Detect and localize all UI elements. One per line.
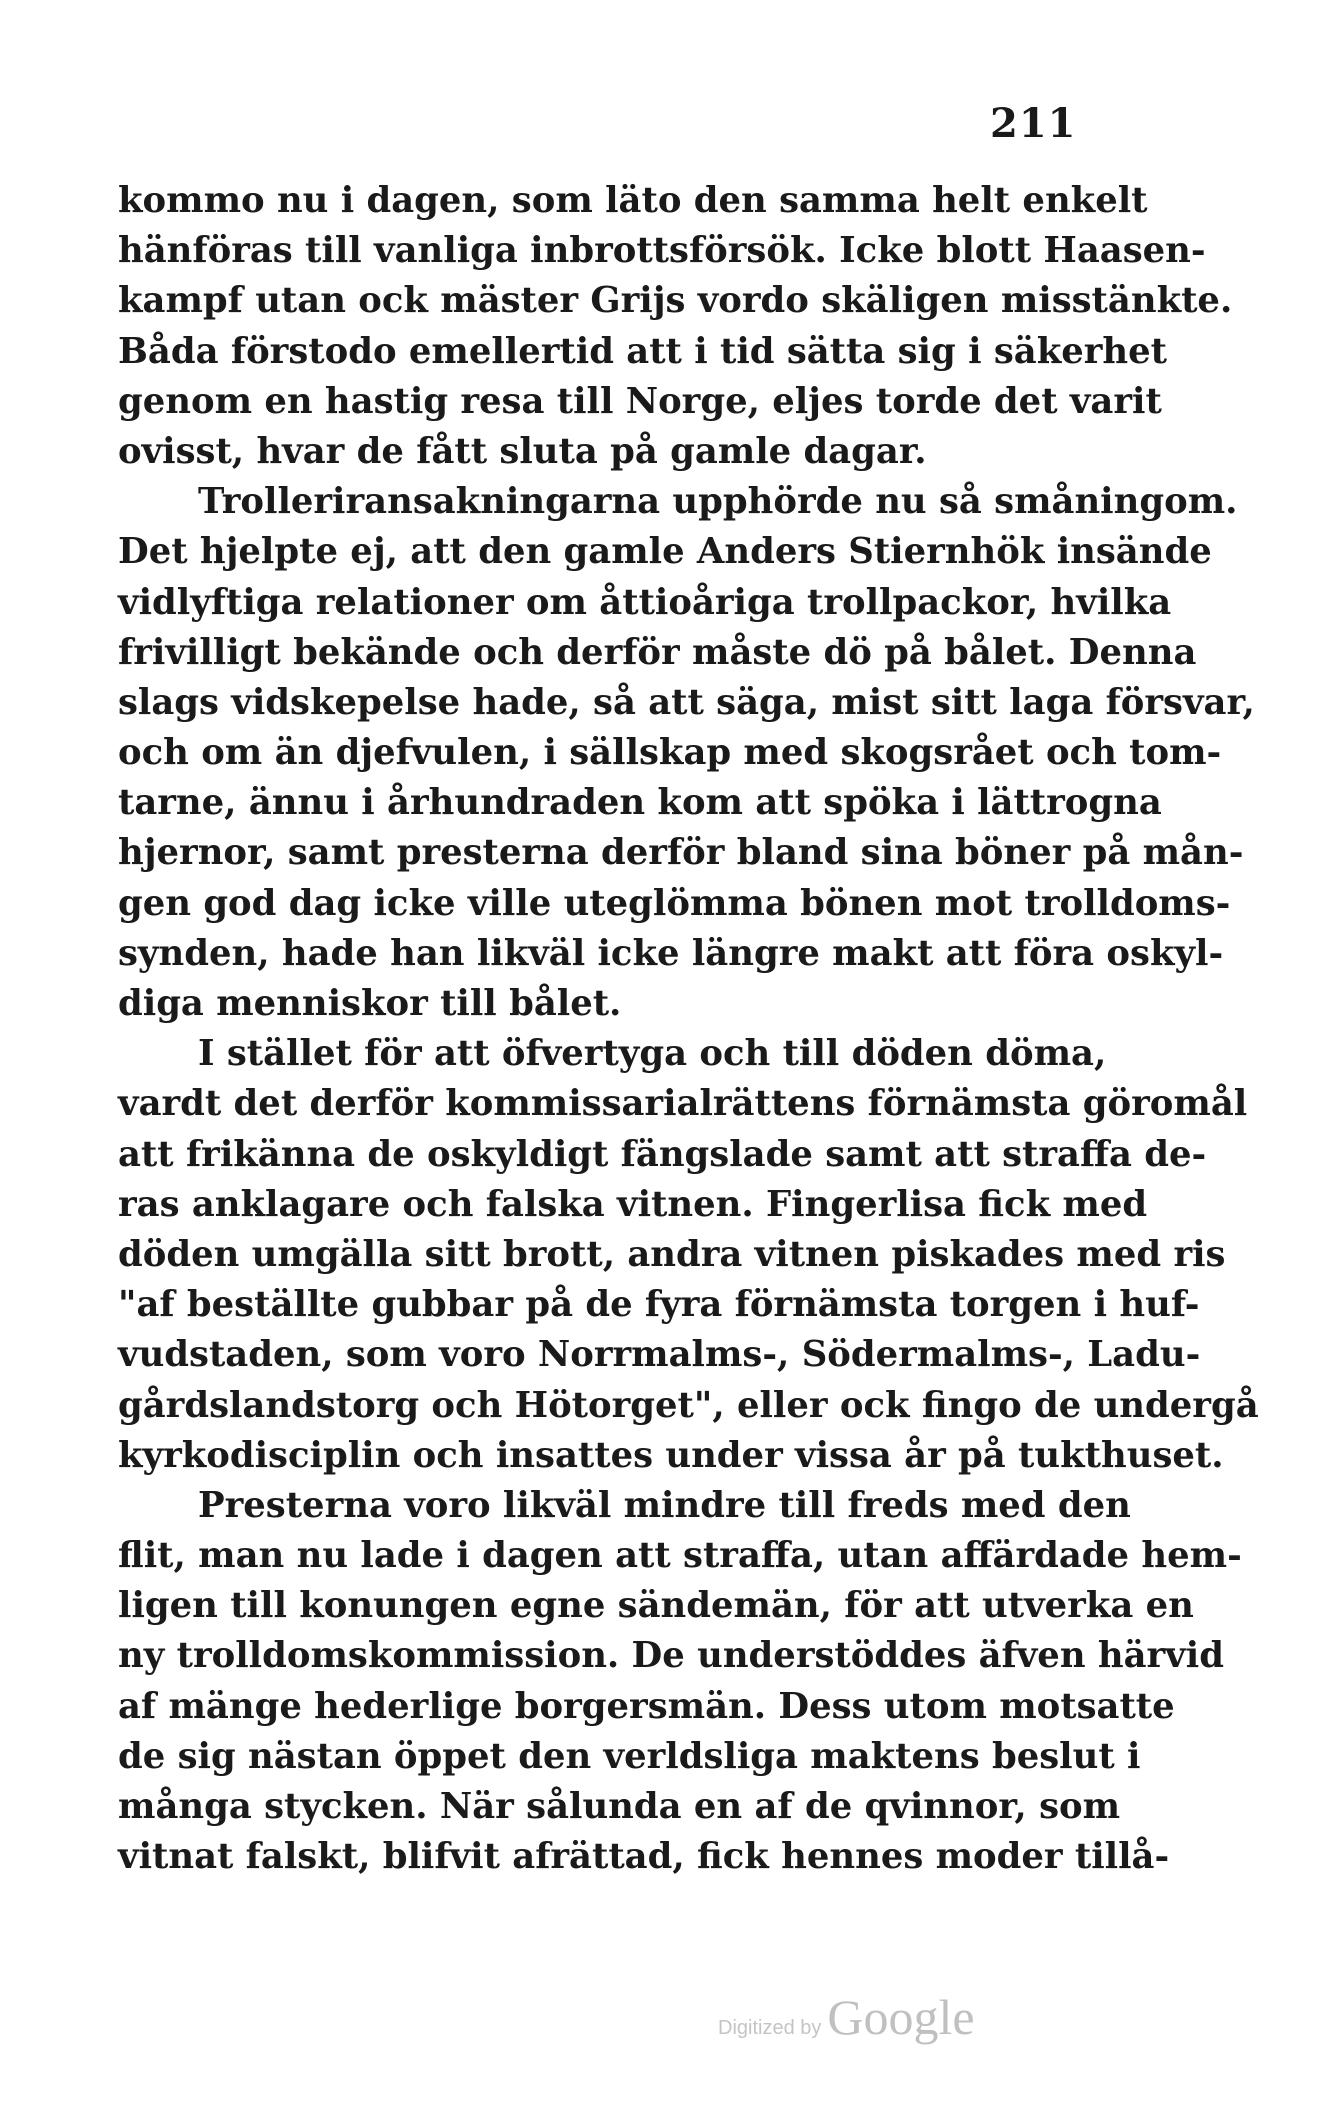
text-line: kommo nu i dagen, som läto den samma helt enkelt — [118, 180, 1148, 221]
text-line: döden umgälla sitt brott, andra vitnen piskades med ris — [118, 1233, 1226, 1275]
text-line: kampf utan ock mäster Grijs vordo skäligen misstänkte. — [118, 280, 1233, 322]
text-line: och om än djefvulen, i sällskap med skogsrået och tom- — [118, 732, 1222, 774]
text-line: vidlyftiga relationer om åttioåriga trollpackor, hvilka — [118, 581, 1172, 623]
text-line: genom en hastig resa till Norge, eljes torde det varit — [118, 380, 1162, 422]
text-line: "af beställte gubbar på de fyra förnämsta torgen i huf- — [118, 1284, 1200, 1326]
text-line: hjernor, samt presterna derför bland sina böner på mån- — [118, 832, 1244, 874]
text-line: Båda förstodo emellertid att i tid sätta sig i säkerhet — [118, 330, 1167, 372]
digitized-watermark — [718, 1988, 975, 2046]
text-line: Det hjelpte ej, att den gamle Anders Stiernhök insände — [118, 531, 1212, 573]
text-line: ovisst, hvar de fått sluta på gamle dagar. — [118, 430, 927, 472]
text-line: tarne, ännu i århundraden kom att spöka i lättrogna — [118, 782, 1162, 824]
text-line: slags vidskepelse hade, så att säga, mist sitt laga försvar, — [118, 681, 1255, 723]
text-line: många stycken. När sålunda en af de qvinnor, som — [118, 1786, 1121, 1827]
google-logo: Google — [827, 1989, 975, 2045]
digitized-by-label: Digitized by — [718, 2017, 822, 2039]
body-text — [118, 176, 1259, 1882]
text-line: flit, man nu lade i dagen att straffa, utan affärdade hem- — [118, 1535, 1242, 1577]
text-line: frivilligt bekände och derför måste dö på bålet. Denna — [118, 631, 1197, 673]
text-line: gårdslandstorg och Hötorget", eller ock fingo de undergå — [118, 1384, 1259, 1426]
text-line: synden, hade han likväl icke längre makt att föra oskyl- — [118, 932, 1224, 974]
text-line: gen god dag icke ville uteglömma bönen mot trolldoms- — [118, 882, 1231, 924]
text-line: ligen till konungen egne sändemän, för att utverka en — [118, 1585, 1194, 1627]
text-line: hänföras till vanliga inbrottsförsök. Icke blott Haasen- — [118, 230, 1206, 272]
text-line: Presterna voro likväl mindre till freds med den — [198, 1484, 1131, 1526]
text-line: Trolleriransakningarna upphörde nu så småningom. — [198, 481, 1238, 523]
text-line: vudstaden, som voro Norrmalms-, Södermalms-, Ladu- — [118, 1334, 1201, 1376]
text-line: vitnat falskt, blifvit afrättad, fick hennes moder tillå- — [118, 1836, 1170, 1878]
text-line: diga menniskor till bålet. — [118, 983, 622, 1024]
text-line: I stället för att öfvertyga och till döden döma, — [198, 1033, 1107, 1075]
text-line: af mänge hederlige borgersmän. Dess utom motsatte — [118, 1685, 1175, 1727]
text-line: ny trolldomskommission. De understöddes äfven härvid — [118, 1635, 1224, 1677]
text-line: kyrkodisciplin och insattes under vissa år på tukthuset. — [118, 1434, 1224, 1476]
text-line: vardt det derför kommissarialrättens förnämsta göromål — [118, 1083, 1248, 1125]
text-line: de sig nästan öppet den verldsliga maktens beslut i — [118, 1735, 1141, 1777]
page-number: 211 — [990, 100, 1077, 147]
text-line: ras anklagare och falska vitnen. Fingerlisa fick med — [118, 1183, 1148, 1225]
text-line: att frikänna de oskyldigt fängslade samt att straffa de- — [118, 1133, 1207, 1175]
